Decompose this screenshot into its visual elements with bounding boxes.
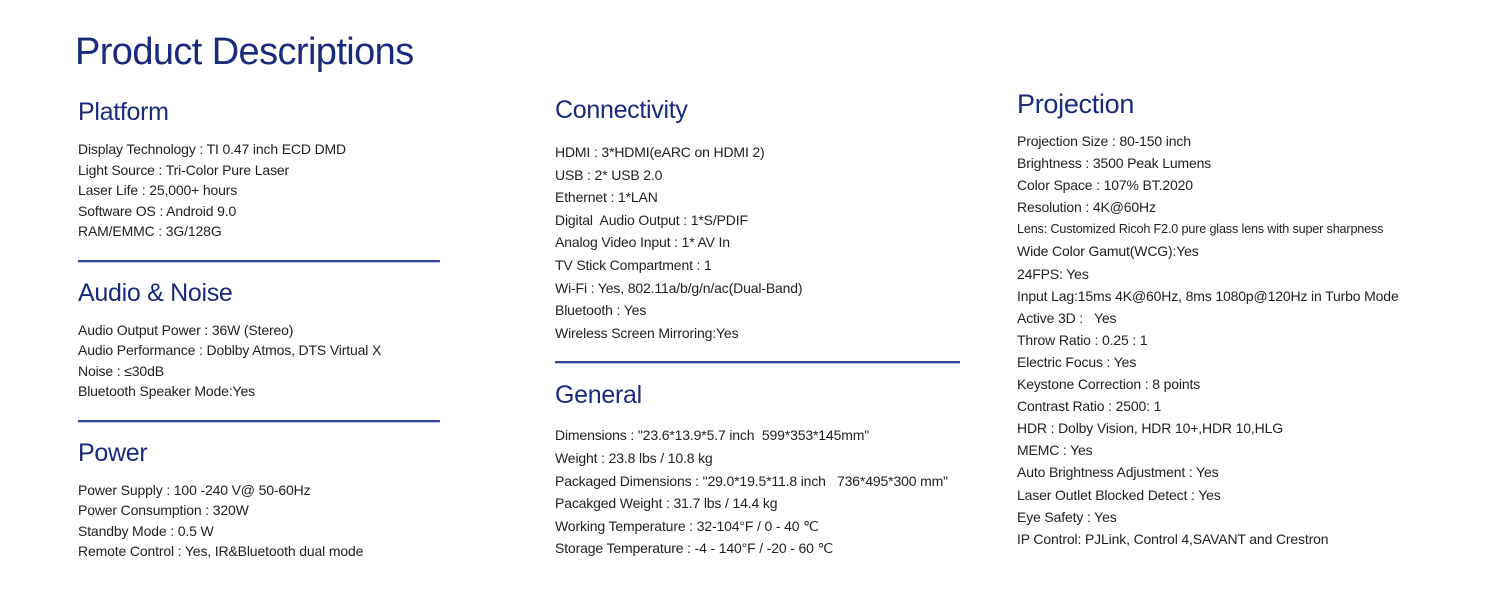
spec-line-active-3d: Active 3D : Yes <box>1017 309 1117 326</box>
spec-line-memc: MEMC : Yes <box>1017 442 1093 459</box>
spec-line-wide-color-gamut: Wide Color Gamut(WCG):Yes <box>1017 243 1199 260</box>
spec-line-contrast-ratio: Contrast Ratio : 2500: 1 <box>1017 398 1162 415</box>
spec-line-ip-control: IP Control: PJLink, Control 4,SAVANT and Crestron <box>1017 530 1329 547</box>
spec-line-packaged-weight: Pacakged Weight : 31.7 lbs / 14.4 kg <box>555 495 778 512</box>
spec-line-working-temperature: Working Temperature : 32-104°F / 0 - 40 ℃ <box>555 517 819 534</box>
spec-line-24fps: 24FPS: Yes <box>1017 265 1089 282</box>
spec-line-eye-safety: Eye Safety : Yes <box>1017 508 1117 525</box>
spec-line-software-os: Software OS : Android 9.0 <box>78 202 237 219</box>
spec-line-standby-mode: Standby Mode : 0.5 W <box>78 522 214 539</box>
power-spec-list <box>78 480 478 562</box>
spec-line-packaged-dimensions: Packaged Dimensions : "29.0*19.5*11.8 inch 736*495*300 mm" <box>555 472 948 489</box>
spec-line-noise: Noise : ≤30dB <box>78 362 164 379</box>
spec-line-bluetooth-speaker-mode: Bluetooth Speaker Mode:Yes <box>78 383 255 399</box>
spec-line-brightness: Brightness : 3500 Peak Lumens <box>1017 155 1212 172</box>
spec-line-keystone-correction: Keystone Correction : 8 points <box>1017 376 1201 393</box>
section-heading-projection: Projection <box>1017 89 1135 119</box>
spec-line-storage-temperature: Storage Temperature : -4 - 140°F / -20 - 60 ℃ <box>555 540 834 557</box>
spec-line-electric-focus: Electric Focus : Yes <box>1017 353 1137 370</box>
spec-line-auto-brightness-adjustment: Auto Brightness Adjustment : Yes <box>1017 464 1219 481</box>
spec-line-bluetooth: Bluetooth : Yes <box>555 302 647 319</box>
spec-line-throw-ratio: Throw Ratio : 0.25 : 1 <box>1017 331 1148 348</box>
section-heading-general: General <box>555 381 642 410</box>
platform-spec-list <box>78 139 478 242</box>
audio-noise-spec-list <box>78 320 478 402</box>
section-divider <box>555 361 960 364</box>
spec-line-ethernet: Ethernet : 1*LAN <box>555 189 658 206</box>
spec-line-resolution: Resolution : 4K@60Hz <box>1017 199 1156 216</box>
spec-line-lens: Lens: Customized Ricoh F2.0 pure glass lens with super sharpness <box>1017 222 1384 237</box>
spec-line-display-technology: Display Technology : TI 0.47 inch ECD DMD <box>78 141 347 157</box>
spec-line-power-consumption: Power Consumption : 320W <box>78 502 249 518</box>
spec-line-hdmi: HDMI : 3*HDMI(eARC on HDMI 2) <box>555 144 765 160</box>
column-right <box>1017 88 1492 550</box>
spec-line-remote-control: Remote Control : Yes, IR&Bluetooth dual mode <box>78 543 364 559</box>
section-divider <box>78 260 440 263</box>
spec-line-digital-audio-output: Digital Audio Output : 1*S/PDIF <box>555 211 748 228</box>
spec-line-color-space: Color Space : 107% BT.2020 <box>1017 177 1193 194</box>
spec-line-ram-emmc: RAM/EMMC : 3G/128G <box>78 223 222 239</box>
column-left <box>78 97 478 562</box>
spec-line-projection-size: Projection Size : 80-150 inch <box>1017 133 1191 149</box>
column-middle <box>555 95 995 560</box>
page-title: Product Descriptions <box>75 31 414 73</box>
spec-line-light-source: Light Source : Tri-Color Pure Laser <box>78 161 290 178</box>
section-heading-connectivity: Connectivity <box>555 96 688 124</box>
general-spec-list <box>555 424 995 560</box>
spec-line-laser-life: Laser Life : 25,000+ hours <box>78 182 238 198</box>
spec-line-wireless-screen-mirroring: Wireless Screen Mirroring:Yes <box>555 324 739 341</box>
spec-line-hdr: HDR : Dolby Vision, HDR 10+,HDR 10,HLG <box>1017 420 1283 437</box>
spec-line-audio-output-power: Audio Output Power : 36W (Stereo) <box>78 321 294 338</box>
spec-line-dimensions: Dimensions : "23.6*13.9*5.7 inch 599*353*145mm" <box>555 427 870 444</box>
section-heading-power: Power <box>78 438 148 467</box>
projection-spec-list <box>1017 130 1492 550</box>
section-divider <box>78 420 440 423</box>
spec-line-weight: Weight : 23.8 lbs / 10.8 kg <box>555 449 713 466</box>
spec-line-usb: USB : 2* USB 2.0 <box>555 166 663 183</box>
section-heading-platform: Platform <box>78 98 169 126</box>
section-heading-audio-noise: Audio & Noise <box>78 278 233 307</box>
spec-line-analog-video-input: Analog Video Input : 1* AV In <box>555 234 730 251</box>
spec-line-laser-outlet-blocked-detect: Laser Outlet Blocked Detect : Yes <box>1017 486 1221 503</box>
spec-line-input-lag: Input Lag:15ms 4K@60Hz, 8ms 1080p@120Hz in Turbo Mode <box>1017 287 1399 304</box>
connectivity-spec-list <box>555 141 995 344</box>
spec-line-audio-performance: Audio Performance : Doblby Atmos, DTS Virtual X <box>78 342 382 358</box>
spec-line-power-supply: Power Supply : 100 -240 V@ 50-60Hz <box>78 481 311 498</box>
spec-line-wifi: Wi-Fi : Yes, 802.11a/b/g/n/ac(Dual-Band) <box>555 279 803 296</box>
spec-line-tv-stick-compartment: TV Stick Compartment : 1 <box>555 256 712 273</box>
